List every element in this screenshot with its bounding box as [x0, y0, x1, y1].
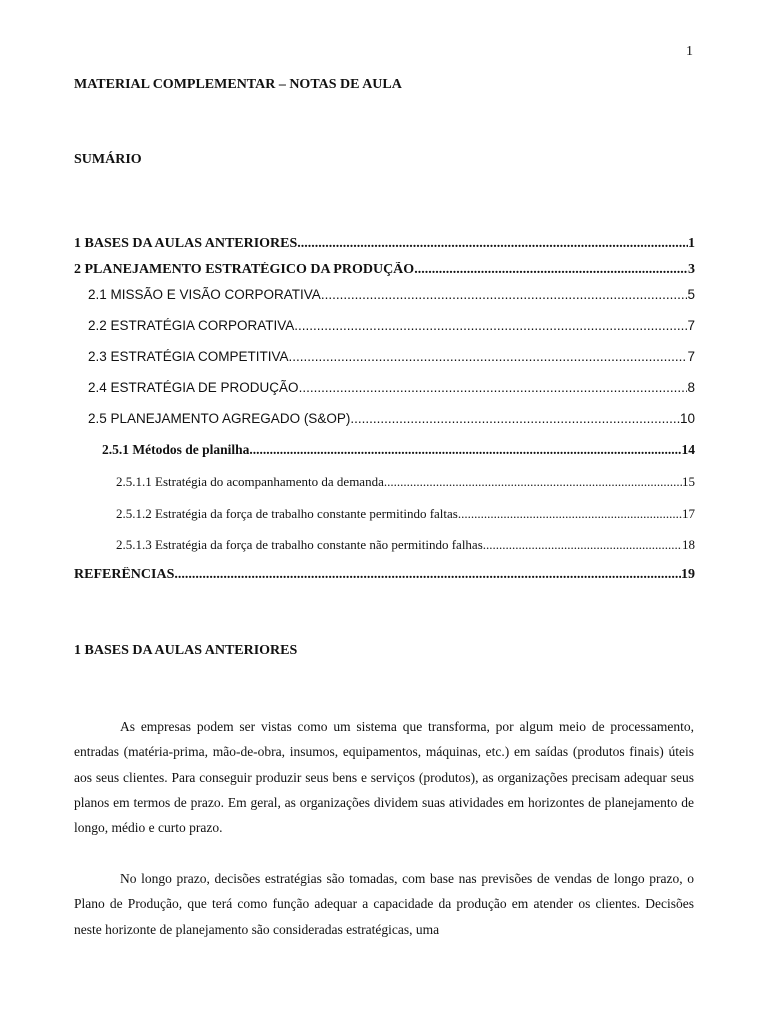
toc-leader	[249, 442, 681, 458]
toc-leader	[297, 236, 688, 252]
toc-entry-page: 7	[687, 349, 695, 364]
paragraph-2: No longo prazo, decisões estratégias são tomadas, com base nas previsões de vendas de longo prazo, o Plano de Produção, que terá como função adequar a capacidade da produção em atender os clientes. Decisões neste horizonte de planejamento são consideradas estratégicas, uma	[74, 871, 694, 937]
toc-leader	[350, 411, 680, 426]
toc-entry-references[interactable]	[74, 567, 695, 583]
document-title: MATERIAL COMPLEMENTAR – NOTAS DE AULA	[74, 77, 402, 92]
toc-entry-2-5-1-2[interactable]	[116, 506, 695, 522]
toc-entry-2-5-1[interactable]	[102, 442, 695, 458]
toc-leader	[483, 537, 682, 553]
toc-entry-page: 8	[687, 380, 695, 395]
toc-leader	[174, 567, 681, 583]
toc-entry-2-5-1-1[interactable]	[116, 474, 695, 490]
toc-entry-page: 10	[679, 411, 695, 426]
toc-entry-2-3[interactable]	[88, 349, 695, 364]
toc-entry-2-5-1-3[interactable]	[116, 537, 695, 553]
toc-entry-label: 2.2 ESTRATÉGIA CORPORATIVA	[88, 318, 295, 333]
toc-entry-2-2[interactable]	[88, 318, 695, 333]
toc-leader	[384, 474, 682, 490]
toc-leader	[299, 380, 688, 395]
toc-entry-label: 2.5.1.1 Estratégia do acompanhamento da demanda	[116, 474, 384, 489]
toc-entry-label: REFERÊNCIAS	[74, 567, 175, 582]
toc-entry-page: 14	[681, 442, 695, 457]
toc-leader	[414, 262, 688, 278]
toc-entry-label: 2.5.1 Métodos de planilha	[102, 442, 250, 457]
toc-entry-page: 19	[681, 567, 695, 582]
toc-entry-label: 2.5.1.3 Estratégia da força de trabalho constante não permitindo falhas	[116, 537, 483, 552]
toc-entry-page: 15	[682, 474, 695, 489]
toc-entry-label: 2.5.1.2 Estratégia da força de trabalho constante permitindo faltas	[116, 506, 458, 521]
toc-entry-page: 7	[687, 318, 695, 333]
toc-entry-page: 17	[682, 506, 695, 521]
toc-entry-label: 2 PLANEJAMENTO ESTRATÉGICO DA PRODUÇÃO	[74, 262, 415, 277]
toc-entry-2-5[interactable]	[88, 411, 695, 426]
toc-entry-label: 2.4 ESTRATÉGIA DE PRODUÇÃO	[88, 380, 299, 395]
toc-entry-1[interactable]	[74, 236, 695, 252]
toc-entry-2-4[interactable]	[88, 380, 695, 395]
page-number: 1	[686, 44, 693, 59]
toc-leader	[321, 287, 688, 302]
summary-title: SUMÁRIO	[74, 152, 142, 167]
toc-entry-label: 2.3 ESTRATÉGIA COMPETITIVA	[88, 349, 289, 364]
toc-leader	[458, 506, 682, 522]
toc-entry-page: 5	[687, 287, 695, 302]
toc-entry-label: 1 BASES DA AULAS ANTERIORES	[74, 236, 298, 251]
toc-entry-2-1[interactable]	[88, 287, 695, 302]
toc-entry-page: 3	[688, 262, 695, 277]
toc-leader	[289, 349, 688, 364]
toc-entry-2[interactable]	[74, 262, 695, 278]
paragraph-1: As empresas podem ser vistas como um sistema que transforma, por algum meio de processamento, entradas (matéria-prima, mão-de-obra, insumos, equipamentos, máquinas, etc.) em saídas (produtos finais) úteis aos seus clientes. Para conseguir produzir seus bens e serviços (produtos), as organizações precisam adequar seus planos em termos de prazo. Em geral, as organizações dividem suas atividades em horizontes de planejamento de longo, médio e curto prazo.	[74, 719, 694, 836]
section-heading: 1 BASES DA AULAS ANTERIORES	[74, 643, 298, 658]
toc-entry-label: 2.5 PLANEJAMENTO AGREGADO (S&OP)	[88, 411, 351, 426]
toc-entry-page: 1	[688, 236, 695, 251]
toc-entry-label: 2.1 MISSÃO E VISÃO CORPORATIVA	[88, 287, 321, 302]
toc-leader	[294, 318, 687, 333]
toc-entry-page: 18	[682, 537, 695, 552]
